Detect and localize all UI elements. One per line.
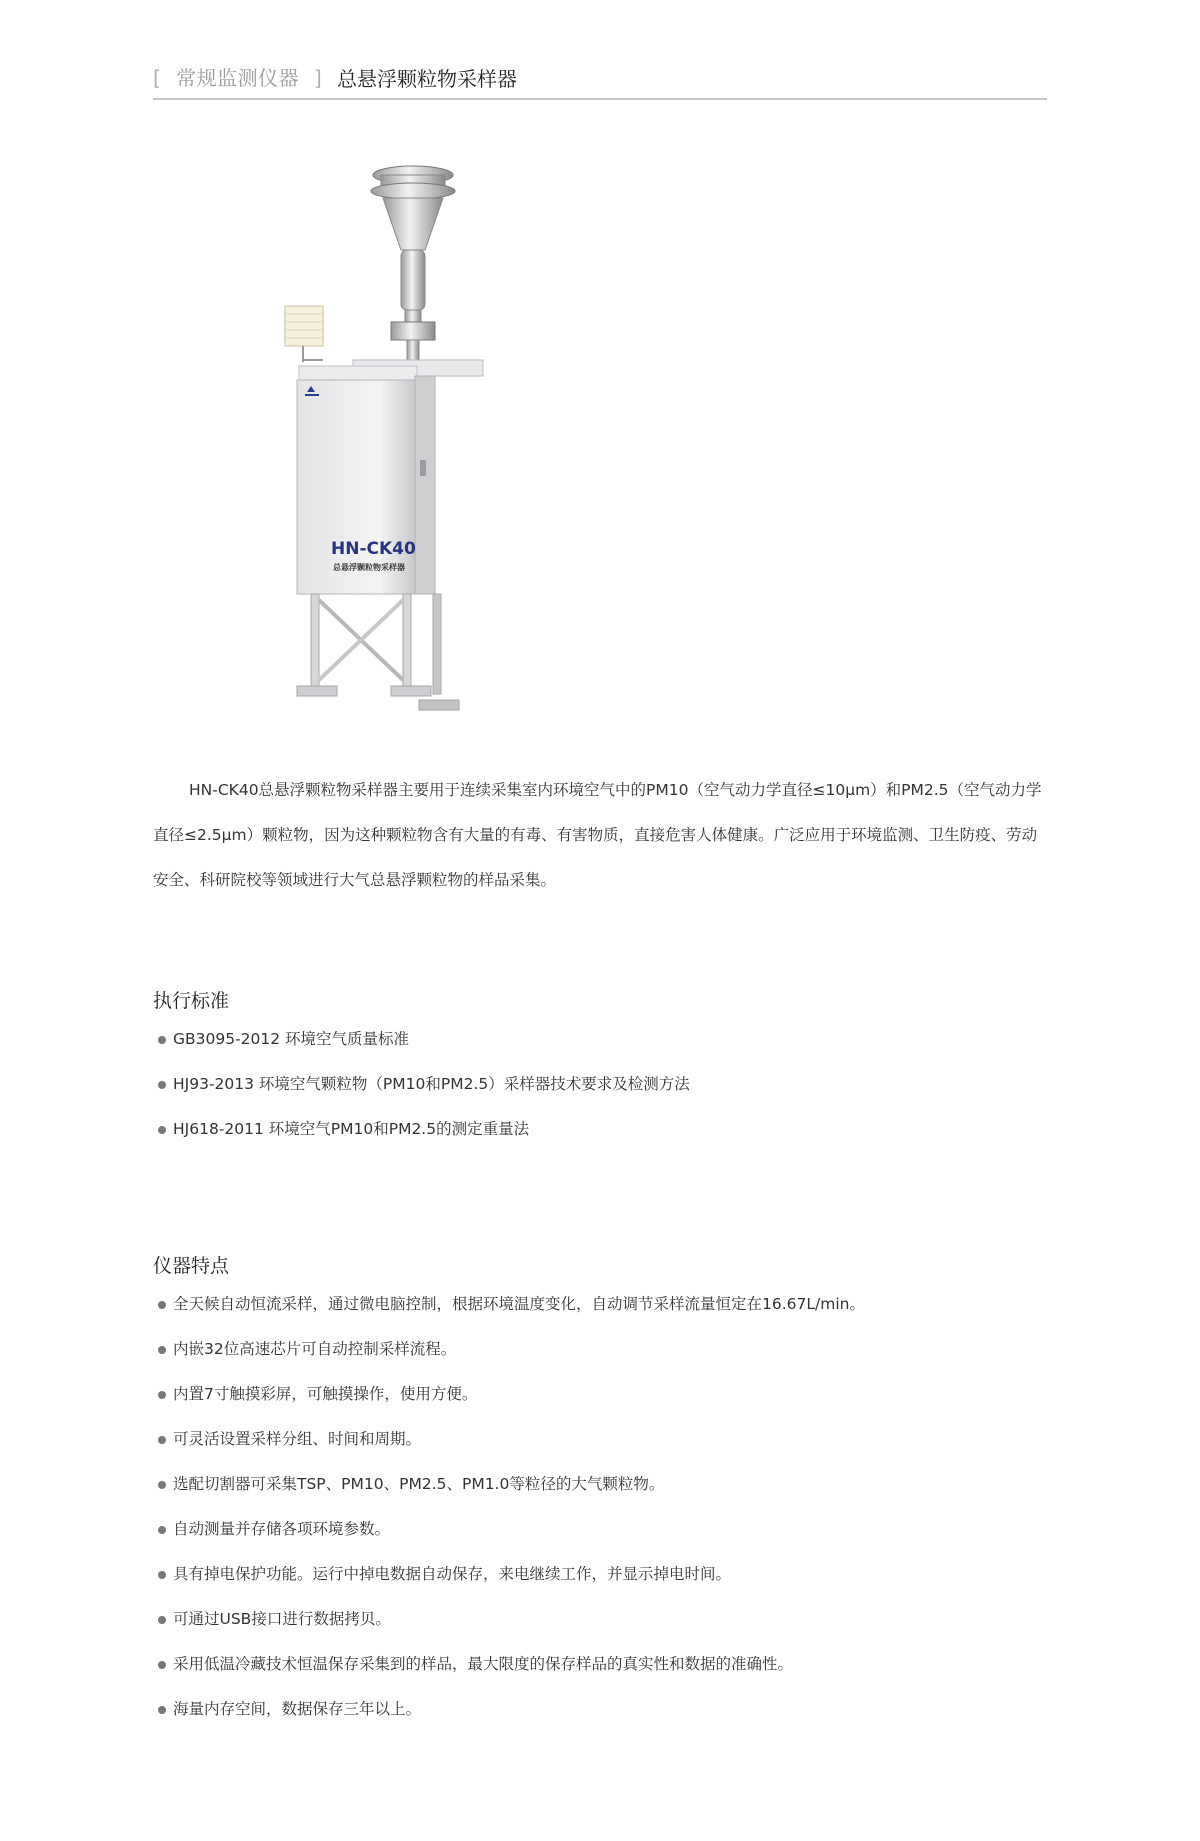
bullet-icon <box>158 1481 166 1489</box>
list-item-text: HJ618-2011 环境空气PM10和PM2.5的测定重量法 <box>173 1120 530 1138</box>
list-item-text: 自动测量并存储各项环境参数。 <box>173 1520 391 1538</box>
list-item-text: HJ93-2013 环境空气颗粒物（PM10和PM2.5）采样器技术要求及检测方法 <box>173 1075 690 1093</box>
list-item <box>153 1062 1047 1107</box>
model-label: HN-CK40 <box>331 539 416 559</box>
list-item-text: 海量内存空间，数据保存三年以上。 <box>173 1700 422 1718</box>
bullet-icon <box>158 1301 166 1309</box>
list-item-text: 采用低温冷藏技术恒温保存采集到的样品，最大限度的保存样品的真实性和数据的准确性。 <box>173 1655 794 1673</box>
bullet-icon <box>158 1036 166 1044</box>
list-item <box>153 1552 1047 1597</box>
list-item-text: 内置7寸触摸彩屏，可触摸操作，使用方便。 <box>173 1385 478 1403</box>
list-item-text: 具有掉电保护功能。运行中掉电数据自动保存，来电继续工作，并显示掉电时间。 <box>173 1565 732 1583</box>
model-subtitle: 总悬浮颗粒物采样器 <box>333 563 405 572</box>
list-item <box>153 1687 1047 1732</box>
list-item-text: 全天候自动恒流采样，通过微电脑控制，根据环境温度变化，自动调节采样流量恒定在16.67L/min。 <box>173 1295 865 1313</box>
bullet-icon <box>158 1616 166 1624</box>
bullet-icon <box>158 1526 166 1534</box>
features-title: 仪器特点 <box>153 1255 230 1277</box>
category-breadcrumb[interactable] <box>153 62 322 91</box>
list-item-text: 内嵌32位高速芯片可自动控制采样流程。 <box>173 1340 457 1358</box>
list-item <box>153 1372 1047 1417</box>
intro-paragraph <box>153 768 1047 903</box>
product-page <box>153 0 1047 1841</box>
page-header <box>153 58 1047 100</box>
bracket-open: [ <box>153 66 162 90</box>
bullet-icon <box>158 1081 166 1089</box>
category-label: 常规监测仪器 <box>176 66 300 90</box>
list-item <box>153 1017 1047 1062</box>
product-image <box>283 160 513 720</box>
bullet-icon <box>158 1436 166 1444</box>
features-list <box>153 1282 1047 1732</box>
standards-title: 执行标准 <box>153 990 230 1012</box>
list-item <box>153 1462 1047 1507</box>
list-item <box>153 1327 1047 1372</box>
list-item <box>153 1597 1047 1642</box>
bullet-icon <box>158 1126 166 1134</box>
list-item <box>153 1642 1047 1687</box>
list-item-text: GB3095-2012 环境空气质量标准 <box>173 1030 410 1048</box>
bullet-icon <box>158 1706 166 1714</box>
bullet-icon <box>158 1661 166 1669</box>
list-item <box>153 1107 1047 1152</box>
bracket-close: ] <box>314 66 323 90</box>
list-item <box>153 1507 1047 1552</box>
bullet-icon <box>158 1391 166 1399</box>
list-item-text: 可灵活设置采样分组、时间和周期。 <box>173 1430 422 1448</box>
list-item <box>153 1417 1047 1462</box>
bullet-icon <box>158 1571 166 1579</box>
bullet-icon <box>158 1346 166 1354</box>
list-item-text: 选配切割器可采集TSP、PM10、PM2.5、PM1.0等粒径的大气颗粒物。 <box>173 1475 665 1493</box>
list-item-text: 可通过USB接口进行数据拷贝。 <box>173 1610 391 1628</box>
page-title: 总悬浮颗粒物采样器 <box>337 67 517 91</box>
list-item <box>153 1282 1047 1327</box>
standards-list <box>153 1017 1047 1152</box>
intro-text: HN-CK40总悬浮颗粒物采样器主要用于连续采集室内环境空气中的PM10（空气动力学直径≤10μm）和PM2.5（空气动力学直径≤2.5μm）颗粒物，因为这种颗粒物含有大量的有毒、有害物质，直接危害人体健康。广泛应用于环境监测、卫生防疫、劳动安全、科研院校等领域进行大气总悬浮颗粒物的样品采集。 <box>153 781 1042 889</box>
